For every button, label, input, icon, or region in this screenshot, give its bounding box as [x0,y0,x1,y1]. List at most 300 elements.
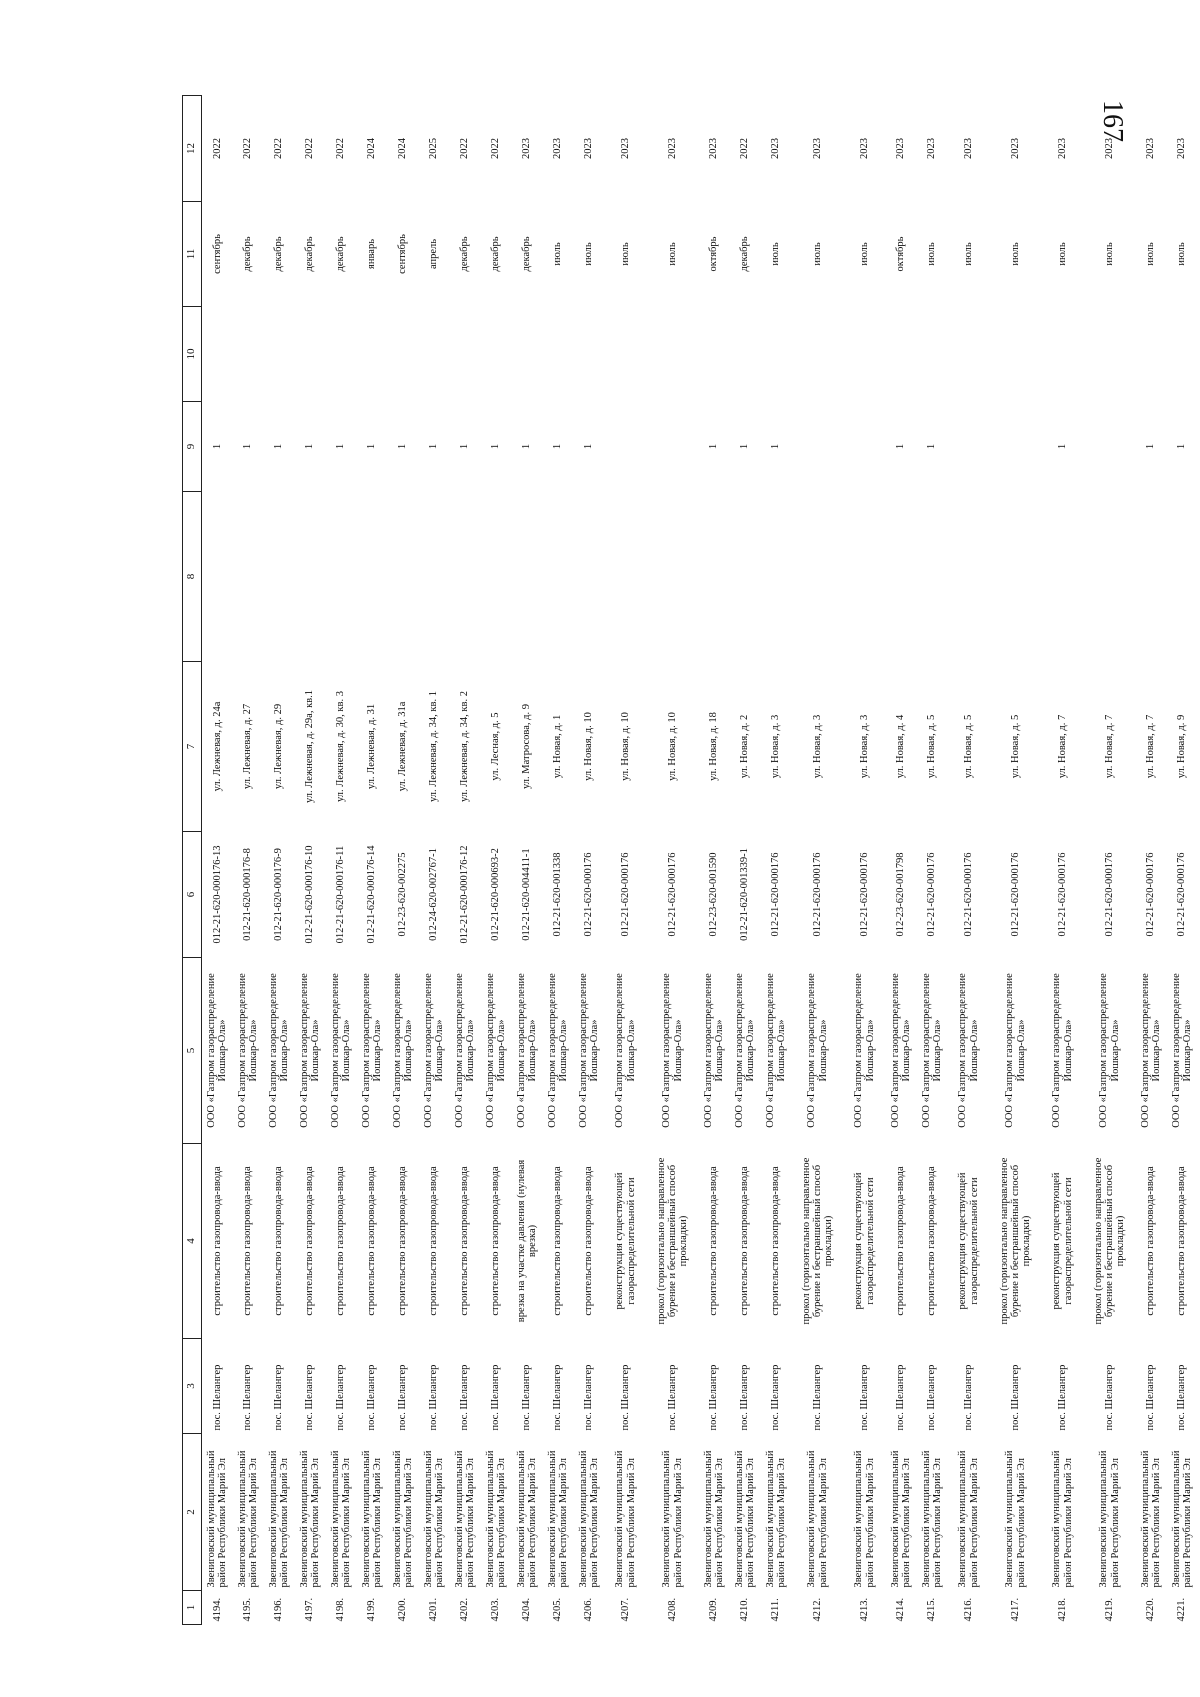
row-number: 4210. [739,1597,751,1622]
address-cell: ул. Матросова, д. 9 [521,704,533,789]
object-code-cell: 012-21-620-000176-14 [366,845,378,944]
table-row [605,96,647,1625]
row-number: 4205. [552,1597,564,1622]
table-row [574,96,605,1625]
header-cell: 8 [183,492,202,662]
year-cell: 2022 [490,138,502,159]
address-cell: ул. Новая, д. 10 [619,712,631,781]
district-cell: Звениговский муниципальный район Республики Марий Эл [329,1450,352,1588]
work-type-cell: строительство газопровода-ввода [739,1166,751,1316]
object-code-cell: 012-21-620-000176-12 [459,845,471,944]
object-code-cell: 012-21-620-000176 [926,852,938,937]
column-9-cell: 1 [770,443,782,450]
settlement-cell: пос. Шелангер [1009,1364,1021,1431]
header-cell: 1 [183,1591,202,1625]
column-9-cell: 1 [335,443,347,450]
year-cell: 2023 [858,138,870,159]
month-cell: июль [858,242,870,266]
column-9-cell: 1 [552,443,564,450]
work-type-cell: строительство газопровода-ввода [304,1166,316,1316]
column-8-cell [1084,492,1136,662]
year-cell: 2023 [619,138,631,159]
page-number: 167 [1097,100,1128,142]
column-9-cell: 1 [895,443,907,450]
work-type-cell: прокол (горизонтально направленное бурение и бестраншейный способ прокладки) [655,1157,690,1325]
column-8-cell [761,492,792,662]
header-cell: 7 [183,662,202,832]
object-code-cell: 012-21-620-000176-9 [273,848,285,941]
object-code-cell: 012-21-620-000176 [1103,852,1115,937]
object-code-cell: 012-21-620-000693-2 [490,848,502,941]
organization-cell: ООО «Газпром газораспределение Йошкар-Ола» [661,973,684,1128]
column-8-cell [264,492,295,662]
row-number: 4219. [1103,1597,1115,1622]
district-cell: Звениговский муниципальный район Республики Марий Эл [733,1450,756,1588]
settlement-cell: пос. Шелангер [1145,1364,1157,1431]
district-cell: Звениговский муниципальный район Республики Марий Эл [957,1450,980,1588]
header-cell: 12 [183,96,202,202]
year-cell: 2024 [366,138,378,159]
column-10-cell [1136,307,1167,402]
settlement-cell: пос. Шелангер [242,1364,254,1431]
year-cell: 2023 [708,138,720,159]
column-9-cell [1084,402,1136,492]
address-cell: ул. Новая, д. 3 [811,714,823,779]
table-row [730,96,761,1625]
district-cell: Звениговский муниципальный район Республики Марий Эл [1139,1450,1162,1588]
work-type-cell: строительство газопровода-ввода [552,1166,564,1316]
month-cell: декабрь [273,236,285,272]
organization-cell: ООО «Газпром газораспределение Йошкар-Ола» [298,973,321,1128]
district-cell: Звениговский муниципальный район Республики Марий Эл [1004,1450,1027,1588]
district-cell: Звениговский муниципальный район Республики Марий Эл [702,1450,725,1588]
district-cell: Звениговский муниципальный район Республики Марий Эл [484,1450,507,1588]
column-8-cell [1167,492,1198,662]
district-cell: Звениговский муниципальный район Республики Марий Эл [1051,1450,1074,1588]
column-10-cell [264,307,295,402]
object-code-cell: 012-21-620-000176 [1056,852,1068,937]
row-number: 4221. [1176,1597,1188,1622]
object-code-cell: 012-21-620-004411-1 [521,848,533,941]
object-code-cell: 012-23-620-001798 [895,852,907,937]
settlement-cell: пос. Шелангер [926,1364,938,1431]
address-cell: ул. Лежневая, д. 27 [242,703,254,790]
district-cell: Звениговский муниципальный район Республики Марий Эл [764,1450,787,1588]
address-cell: ул. Лежневая, д. 29 [273,703,285,790]
column-10-cell [605,307,647,402]
column-9-cell: 1 [583,443,595,450]
address-cell: ул. Лежневая, д. 31а [397,701,409,792]
work-type-cell: строительство газопровода-ввода [211,1166,223,1316]
table-row [917,96,948,1625]
column-8-cell [699,492,730,662]
column-10-cell [948,307,990,402]
header-cell: 3 [183,1339,202,1434]
work-type-cell: строительство газопровода-ввода [273,1166,285,1316]
header-cell: 11 [183,202,202,307]
district-cell: Звениговский муниципальный район Республики Марий Эл [360,1450,383,1588]
row-number: 4202. [459,1597,471,1622]
row-number: 4216. [962,1597,974,1622]
column-8-cell [202,492,233,662]
table-row [388,96,419,1625]
year-cell: 2023 [811,138,823,159]
table-row [450,96,481,1625]
column-8-cell [1042,492,1084,662]
column-10-cell [419,307,450,402]
organization-cell: ООО «Газпром газораспределение Йошкар-Ола» [453,973,476,1128]
settlement-cell: пос. Шелангер [1056,1364,1068,1431]
organization-cell: ООО «Газпром газораспределение Йошкар-Ола» [391,973,414,1128]
column-10-cell [450,307,481,402]
settlement-cell: пос. Шелангер [858,1364,870,1431]
year-cell: 2022 [211,138,223,159]
column-10-cell [647,307,699,402]
settlement-cell: пос. Шелангер [583,1364,595,1431]
work-type-cell: строительство газопровода-ввода [242,1166,254,1316]
address-cell: ул. Лежневая, д. 34, кв. 2 [459,691,471,802]
settlement-cell: пос. Шелангер [397,1364,409,1431]
column-8-cell [357,492,388,662]
organization-cell: ООО «Газпром газораспределение Йошкар-Ола» [733,973,756,1128]
year-cell: 2023 [1009,138,1021,159]
column-10-cell [388,307,419,402]
district-cell: Звениговский муниципальный район Республики Марий Эл [920,1450,943,1588]
column-9-cell: 1 [459,443,471,450]
settlement-cell: пос. Шелангер [490,1364,502,1431]
object-code-cell: 012-21-620-000176 [666,852,678,937]
row-number: 4199. [366,1597,378,1622]
object-code-cell: 012-21-620-000176 [1176,852,1188,937]
work-type-cell: прокол (горизонтально направленное бурение и бестраншейный способ прокладки) [800,1157,835,1325]
district-cell: Звениговский муниципальный район Республики Марий Эл [1098,1450,1121,1588]
row-number: 4214. [895,1597,907,1622]
year-cell: 2023 [1176,138,1188,159]
column-8-cell [450,492,481,662]
header-cell: 4 [183,1144,202,1339]
settlement-cell: пос. Шелангер [459,1364,471,1431]
work-type-cell: врезка на участке давления (нулевая врезка) [515,1159,538,1323]
table-body [183,96,1198,1625]
address-cell: ул. Новая, д. 10 [666,712,678,781]
year-cell: 2023 [1145,138,1157,159]
table-row [948,96,990,1625]
header-cell: 9 [183,402,202,492]
column-10-cell [761,307,792,402]
table-row [481,96,512,1625]
address-cell: ул. Новая, д. 1 [552,714,564,779]
district-cell: Звениговский муниципальный район Республики Марий Эл [661,1450,684,1588]
object-code-cell: 012-21-620-000176-10 [304,845,316,944]
object-code-cell: 012-21-620-000176 [858,852,870,937]
row-number: 4198. [335,1597,347,1622]
row-number: 4211. [770,1598,782,1622]
month-cell: июль [1176,242,1188,266]
organization-cell: ООО «Газпром газораспределение Йошкар-Ола» [889,973,912,1128]
year-cell: 2023 [666,138,678,159]
work-type-cell: строительство газопровода-ввода [1145,1166,1157,1316]
work-type-cell: прокол (горизонтально направленное бурение и бестраншейный способ прокладки) [998,1157,1033,1325]
year-cell: 2023 [552,138,564,159]
year-cell: 2023 [1056,138,1068,159]
column-9-cell: 1 [1176,443,1188,450]
settlement-cell: пос. Шелангер [770,1364,782,1431]
month-cell: июль [1056,242,1068,266]
organization-cell: ООО «Газпром газораспределение Йошкар-Ола» [205,973,229,1128]
settlement-cell: пос. Шелангер [304,1364,316,1431]
settlement-cell: пос. Шелангер [552,1364,564,1431]
settlement-cell: пос. Шелангер [895,1364,907,1431]
column-10-cell [202,307,233,402]
month-cell: декабрь [304,236,316,272]
column-10-cell [326,307,357,402]
object-code-cell: 012-21-620-000176 [770,852,782,937]
table-row [512,96,543,1625]
organization-cell: ООО «Газпром газораспределение Йошкар-Ола» [1004,973,1027,1128]
year-cell: 2024 [397,138,409,159]
row-number: 4212. [811,1597,823,1622]
column-8-cell [481,492,512,662]
column-8-cell [886,492,917,662]
organization-cell: ООО «Газпром газораспределение Йошкар-Ола» [1139,973,1162,1128]
work-type-cell: строительство газопровода-ввода [397,1166,409,1316]
organization-cell: ООО «Газпром газораспределение Йошкар-Ола» [546,973,569,1128]
row-number: 4209. [708,1597,720,1622]
column-10-cell [844,307,886,402]
row-number: 4200. [397,1597,409,1622]
table-row [1042,96,1084,1625]
month-cell: декабрь [739,236,751,272]
column-10-cell [990,307,1042,402]
column-9-cell: 1 [428,443,440,450]
table-row [699,96,730,1625]
settlement-cell: пос. Шелангер [273,1364,285,1431]
column-9-cell: 1 [304,443,316,450]
year-cell: 2023 [962,138,974,159]
column-10-cell [917,307,948,402]
column-9-cell: 1 [397,443,409,450]
month-cell: июль [926,242,938,266]
year-cell: 2023 [583,138,595,159]
object-code-cell: 012-21-620-000176-13 [211,845,223,944]
row-number: 4217. [1009,1597,1021,1622]
month-cell: декабрь [242,236,254,272]
column-8-cell [730,492,761,662]
column-9-cell: 1 [708,443,720,450]
organization-cell: ООО «Газпром газораспределение Йошкар-Ола» [1051,973,1074,1128]
year-cell: 2023 [926,138,938,159]
column-8-cell [792,492,844,662]
month-cell: октябрь [895,236,907,272]
organization-cell: ООО «Газпром газораспределение Йошкар-Ола» [920,973,943,1128]
object-code-cell: 012-21-620-000176 [1009,852,1021,937]
district-cell: Звениговский муниципальный район Республики Марий Эл [422,1450,445,1588]
work-type-cell: реконструкция существующей газораспределительной сети [853,1172,876,1310]
column-8-cell [948,492,990,662]
object-code-cell: 012-21-620-000176-8 [242,848,254,941]
organization-cell: ООО «Газпром газораспределение Йошкар-Ола» [806,973,829,1128]
year-cell: 2022 [739,138,751,159]
organization-cell: ООО «Газпром газораспределение Йошкар-Ола» [1170,973,1193,1128]
column-9-cell: 1 [366,443,378,450]
row-number: 4220. [1145,1597,1157,1622]
column-8-cell [917,492,948,662]
district-cell: Звениговский муниципальный район Республики Марий Эл [577,1450,600,1588]
column-10-cell [792,307,844,402]
year-cell: 2023 [521,138,533,159]
table-row [990,96,1042,1625]
month-cell: июль [666,242,678,266]
object-code-cell: 012-23-620-002275 [397,852,409,937]
month-cell: декабрь [521,236,533,272]
settlement-cell: пос. Шелангер [619,1364,631,1431]
address-cell: ул. Новая, д. 2 [739,714,751,779]
column-8-cell [543,492,574,662]
row-number: 4204. [521,1597,533,1622]
settlement-cell: пос. Шелангер [428,1364,440,1431]
organization-cell: ООО «Газпром газораспределение Йошкар-Ола» [1098,973,1121,1128]
month-cell: декабрь [335,236,347,272]
address-cell: ул. Новая, д. 3 [770,714,782,779]
column-10-cell [1042,307,1084,402]
row-number: 4196. [273,1597,285,1622]
work-type-cell: строительство газопровода-ввода [926,1166,938,1316]
organization-cell: ООО «Газпром газораспределение Йошкар-Ола» [614,973,637,1128]
row-number: 4206. [583,1597,595,1622]
year-cell: 2022 [273,138,285,159]
district-cell: Звениговский муниципальный район Республики Марий Эл [806,1450,829,1588]
district-cell: Звениговский муниципальный район Республики Марий Эл [205,1450,229,1588]
column-9-cell: 1 [242,443,254,450]
column-8-cell [990,492,1042,662]
work-type-cell: строительство газопровода-ввода [490,1166,502,1316]
column-9-cell [792,402,844,492]
column-10-cell [1167,307,1198,402]
table-row [844,96,886,1625]
column-9-cell: 1 [211,443,223,450]
column-8-cell [326,492,357,662]
organization-cell: ООО «Газпром газораспределение Йошкар-Ола» [515,973,538,1128]
work-type-cell: строительство газопровода-ввода [335,1166,347,1316]
column-10-cell [574,307,605,402]
settlement-cell: пос. Шелангер [366,1364,378,1431]
organization-cell: ООО «Газпром газораспределение Йошкар-Ола» [422,973,445,1128]
month-cell: июль [811,242,823,266]
object-code-cell: 012-21-620-000176 [962,852,974,937]
column-8-cell [574,492,605,662]
district-cell: Звениговский муниципальный район Республики Марий Эл [236,1450,259,1588]
address-cell: ул. Лежневая, д. 29а, кв.1 [304,689,316,804]
table-row [233,96,264,1625]
organization-cell: ООО «Газпром газораспределение Йошкар-Ола» [702,973,725,1128]
column-9-cell [647,402,699,492]
header-row [183,96,202,1625]
year-cell: 2023 [770,138,782,159]
work-type-cell: строительство газопровода-ввода [770,1166,782,1316]
object-code-cell: 012-21-620-001339-1 [739,848,751,941]
object-code-cell: 012-21-620-001338 [552,852,564,937]
month-cell: июль [1145,242,1157,266]
row-number: 4195. [242,1597,254,1622]
column-10-cell [543,307,574,402]
month-cell: сентябрь [397,234,409,274]
table-row [886,96,917,1625]
column-9-cell [605,402,647,492]
column-9-cell: 1 [739,443,751,450]
year-cell: 2022 [459,138,471,159]
column-10-cell [233,307,264,402]
header-cell: 2 [183,1434,202,1591]
month-cell: июль [770,242,782,266]
work-type-cell: реконструкция существующей газораспределительной сети [1051,1172,1074,1310]
address-cell: ул. Новая, д. 5 [1009,714,1021,779]
organization-cell: ООО «Газпром газораспределение Йошкар-Ола» [853,973,876,1128]
address-cell: ул. Новая, д. 9 [1176,714,1188,779]
column-10-cell [699,307,730,402]
settlement-cell: пос. Шелангер [521,1364,533,1431]
month-cell: декабрь [459,236,471,272]
row-number: 4215. [926,1597,938,1622]
work-type-cell: строительство газопровода-ввода [895,1166,907,1316]
organization-cell: ООО «Газпром газораспределение Йошкар-Ола» [764,973,787,1128]
object-code-cell: 012-21-620-000176 [583,852,595,937]
column-10-cell [481,307,512,402]
address-cell: ул. Новая, д. 18 [708,712,720,781]
settlement-cell: пос. Шелангер [739,1364,751,1431]
work-type-cell: строительство газопровода-ввода [366,1166,378,1316]
table-row [326,96,357,1625]
table-row [419,96,450,1625]
work-type-cell: строительство газопровода-ввода [708,1166,720,1316]
address-cell: ул. Новая, д. 5 [926,714,938,779]
column-9-cell: 1 [521,443,533,450]
organization-cell: ООО «Газпром газораспределение Йошкар-Ола» [957,973,980,1128]
month-cell: июль [552,242,564,266]
month-cell: июль [1009,242,1021,266]
settlement-cell: пос. Шелангер [708,1364,720,1431]
row-number: 4207. [619,1597,631,1622]
address-cell: ул. Лежневая, д. 34, кв. 1 [428,691,440,802]
column-10-cell [886,307,917,402]
district-cell: Звениговский муниципальный район Республики Марий Эл [853,1450,876,1588]
address-cell: ул. Новая, д. 10 [583,712,595,781]
object-code-cell: 012-24-620-002767-1 [428,848,440,941]
address-cell: ул. Лежневая, д. 24а [211,701,223,792]
work-type-cell: реконструкция существующей газораспределительной сети [614,1172,637,1310]
object-code-cell: 012-21-620-000176 [1145,852,1157,937]
row-number: 4194. [211,1597,223,1622]
column-8-cell [388,492,419,662]
column-8-cell [1136,492,1167,662]
district-cell: Звениговский муниципальный район Республики Марий Эл [546,1450,569,1588]
work-type-cell: прокол (горизонтально направленное бурение и бестраншейный способ прокладки) [1092,1157,1127,1325]
year-cell: 2022 [335,138,347,159]
column-10-cell [512,307,543,402]
month-cell: декабрь [490,236,502,272]
settlement-cell: пос. Шелангер [211,1364,223,1431]
address-cell: ул. Новая, д. 7 [1056,714,1068,779]
month-cell: июль [962,242,974,266]
row-number: 4218. [1056,1597,1068,1622]
column-8-cell [419,492,450,662]
table-row [761,96,792,1625]
settlement-cell: пос. Шелангер [666,1364,678,1431]
column-9-cell: 1 [926,443,938,450]
column-8-cell [233,492,264,662]
organization-cell: ООО «Газпром газораспределение Йошкар-Ола» [267,973,290,1128]
row-number: 4213. [858,1597,870,1622]
district-cell: Звениговский муниципальный район Республики Марий Эл [889,1450,912,1588]
